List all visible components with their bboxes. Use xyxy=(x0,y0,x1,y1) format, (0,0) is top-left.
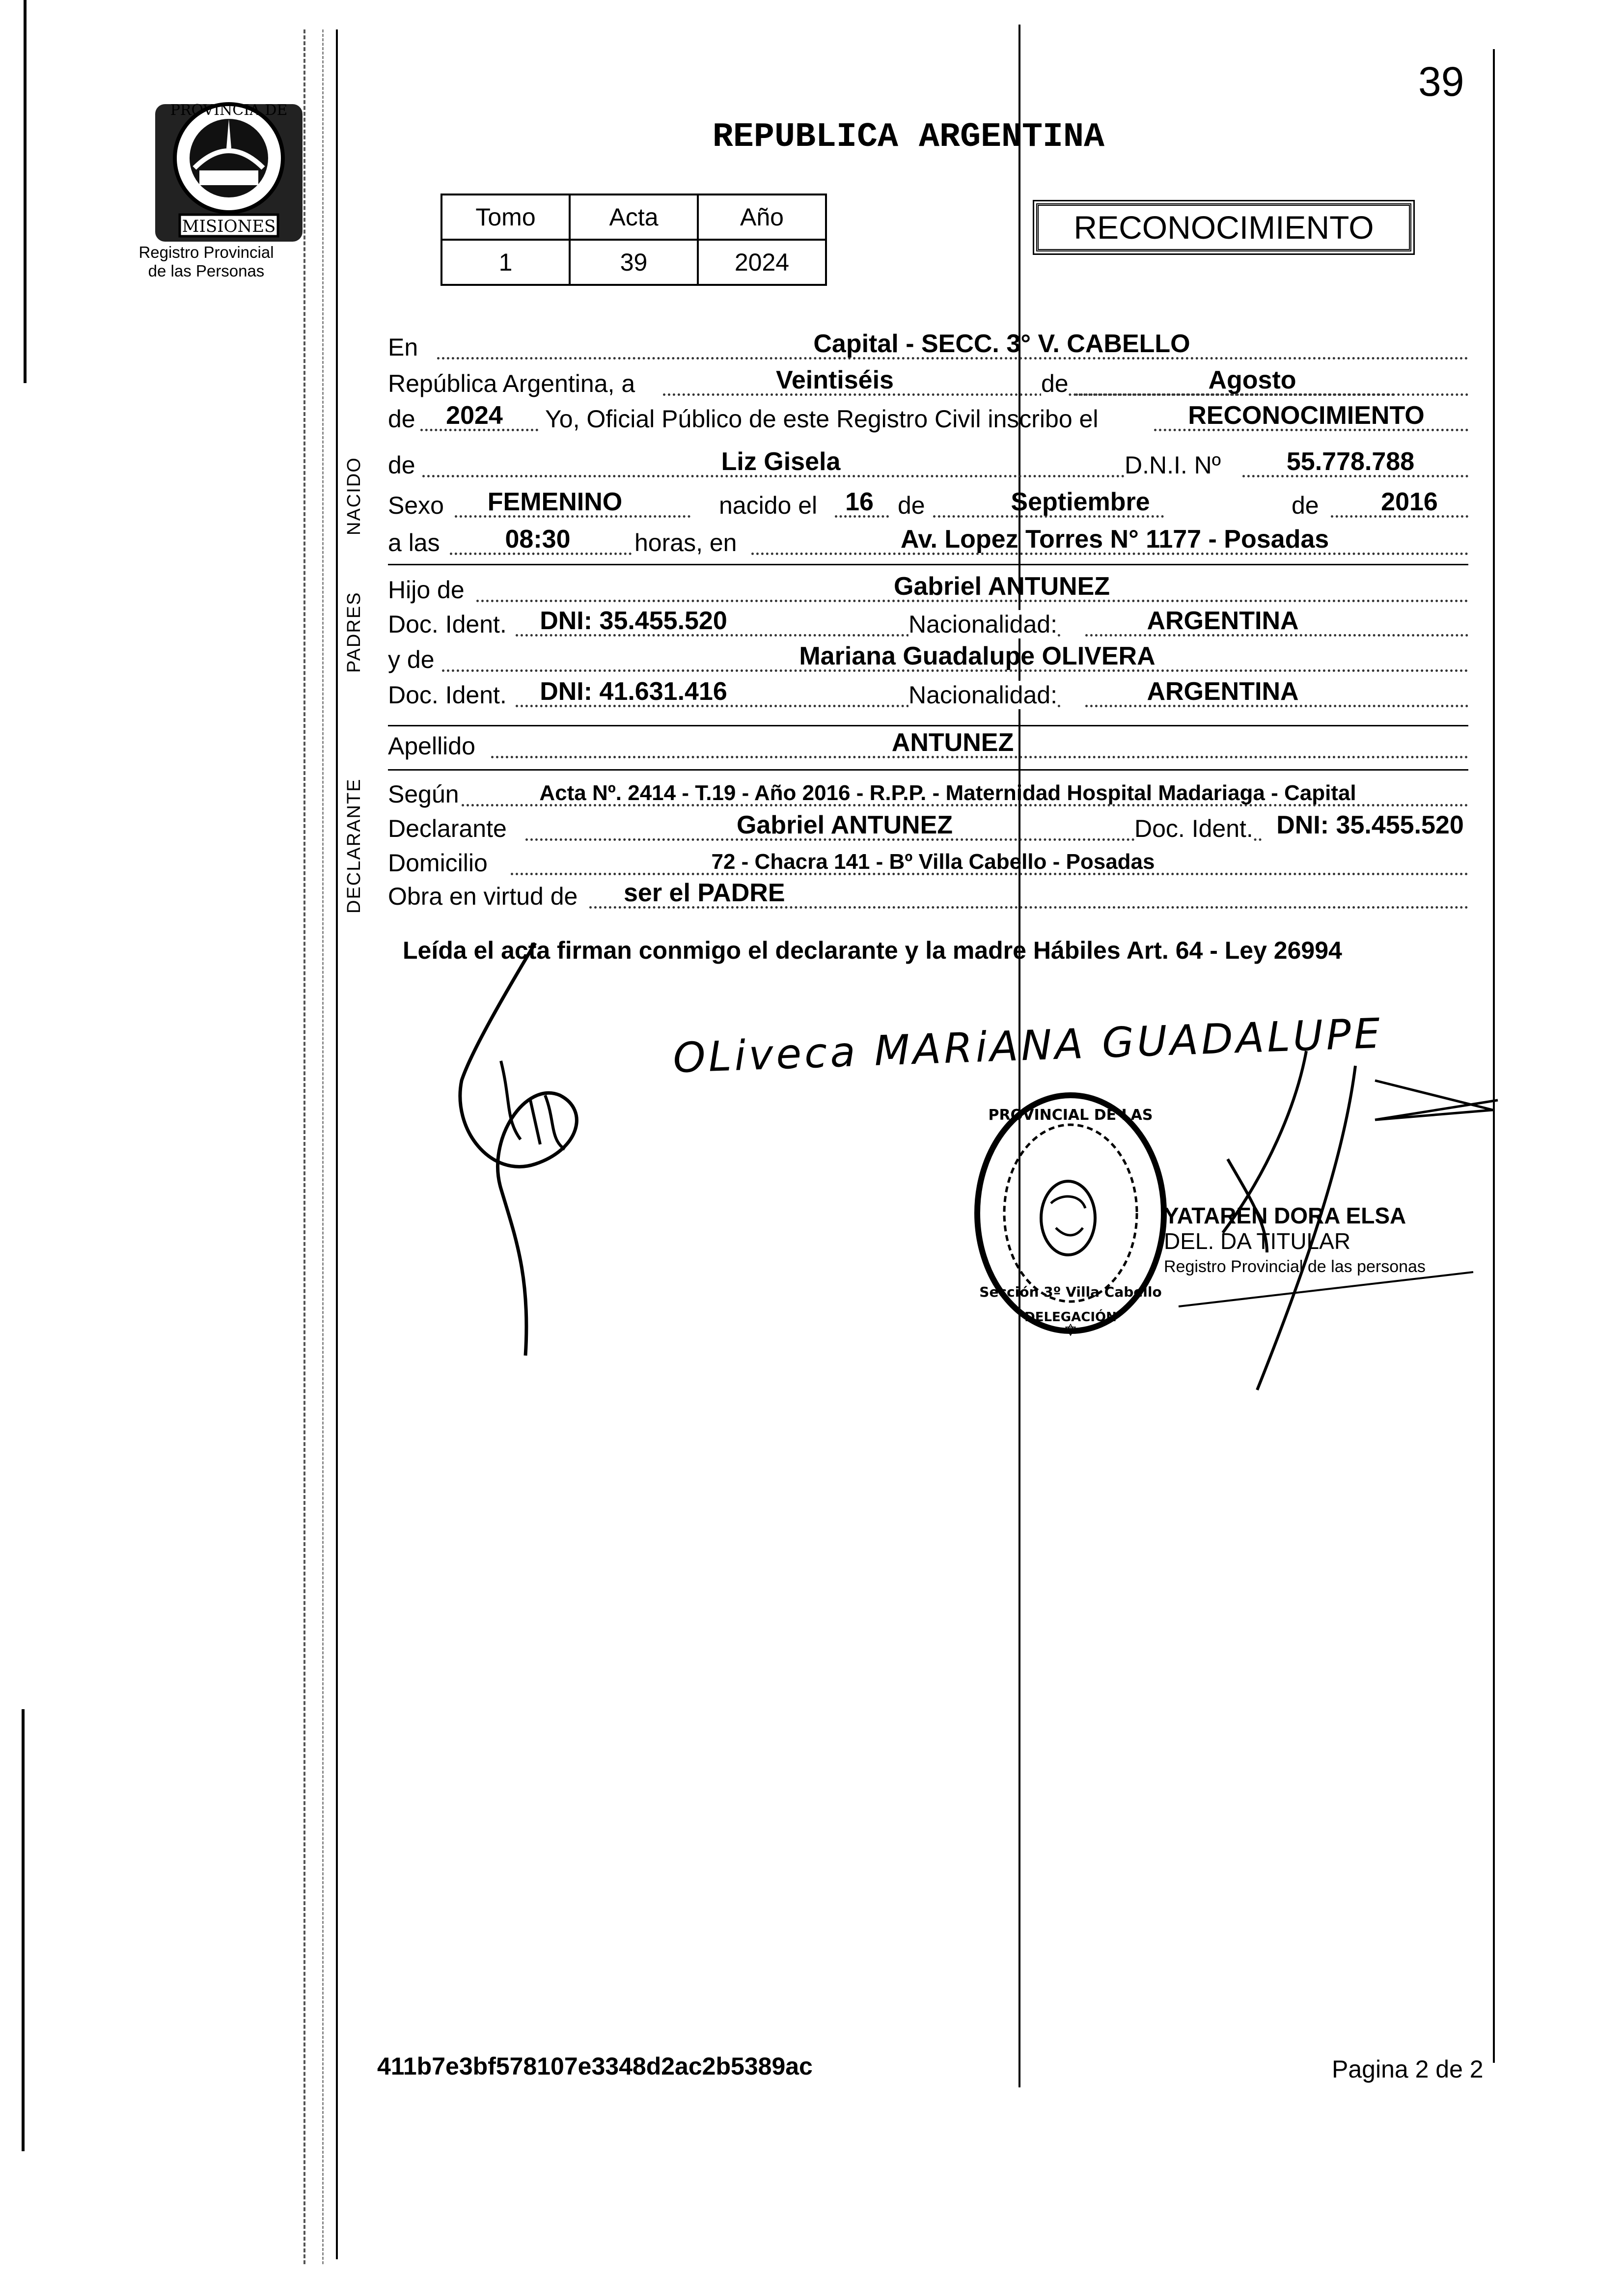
place-value: Capital - SECC. 3° V. CABELLO xyxy=(813,330,1190,358)
official-name: YATAREN DORA ELSA xyxy=(1164,1203,1406,1228)
form-row-declarant xyxy=(388,811,1468,846)
declarant-doc-label: Doc. Ident. xyxy=(1134,815,1253,842)
form-row-father xyxy=(388,573,1468,607)
form-row-birthplace xyxy=(388,526,1468,560)
record-value-cell: 2024 xyxy=(698,240,826,285)
sex-value: FEMENINO xyxy=(487,488,623,516)
left-border-line-lower xyxy=(22,1709,25,2151)
document-hash: 411b7e3bf578107e3348d2ac2b5389ac xyxy=(377,2052,813,2080)
father-nationality-label: Nacionalidad: xyxy=(908,610,1057,638)
birth-place-value: Av. Lopez Torres N° 1177 - Posadas xyxy=(900,525,1329,554)
surname-label: Apellido xyxy=(388,732,475,760)
republic-label: República Argentina, a xyxy=(388,370,635,397)
father-nationality-value: ARGENTINA xyxy=(1147,607,1299,635)
form-row-date xyxy=(388,366,1468,401)
perforation-line xyxy=(303,29,305,2264)
form-row-capacity xyxy=(388,879,1468,914)
born-label: nacido el xyxy=(719,492,818,519)
mother-label: y de xyxy=(388,646,435,673)
record-header-cell: Tomo xyxy=(441,194,570,240)
birth-de2-label: de xyxy=(1292,492,1319,519)
stamp-star-icon: ✡ xyxy=(1063,1321,1078,1340)
seal-ring-text: PROVINCIA DE xyxy=(170,102,288,119)
margin-line xyxy=(336,29,338,2259)
father-doc-value: DNI: 35.455.520 xyxy=(540,607,727,635)
record-header-cell: Año xyxy=(698,194,826,240)
record-header-cell: Acta xyxy=(570,194,698,240)
record-value-cell: 39 xyxy=(570,240,698,285)
official-role: DEL. DA TITULAR xyxy=(1164,1228,1351,1254)
hours-label: horas, en xyxy=(634,529,737,556)
birth-month-value: Septiembre xyxy=(1011,488,1150,516)
according-value: Acta Nº. 2414 - T.19 - Año 2016 - R.P.P. - Maternidad Hospital Madariaga - Capital xyxy=(539,781,1356,805)
form-row-surname xyxy=(388,729,1468,763)
father-name-value: Gabriel ANTUNEZ xyxy=(893,572,1110,601)
declarant-signature xyxy=(432,933,638,1375)
separator-born-parents xyxy=(388,564,1468,565)
side-label-declarant: DECLARANTE xyxy=(344,778,364,914)
page-footer: Pagina 2 de 2 xyxy=(1332,2055,1484,2083)
side-label-parents: PADRES xyxy=(344,591,364,673)
sex-label: Sexo xyxy=(388,492,444,519)
address-value: 72 - Chacra 141 - Bº Villa Cabello - Posadas xyxy=(711,850,1155,874)
capacity-value: ser el PADRE xyxy=(624,879,785,907)
record-table xyxy=(440,194,827,286)
act-type-box: RECONOCIMIENTO xyxy=(1036,203,1411,251)
record-value-cell: 1 xyxy=(441,240,570,285)
perforation-line-right xyxy=(322,29,324,2264)
registry-name: Registro Provincial de las Personas xyxy=(138,243,274,280)
father-doc-label: Doc. Ident. xyxy=(388,610,507,638)
surname-value: ANTUNEZ xyxy=(891,728,1014,757)
stamp-top-text: PROVINCIAL DE LAS xyxy=(988,1107,1153,1124)
reading-note: Leída el acta firman conmigo el declarante y la madre Hábiles Art. 64 - Ley 26994 xyxy=(403,937,1342,964)
address-label: Domicilio xyxy=(388,849,488,877)
child-dni-value: 55.778.788 xyxy=(1286,447,1415,476)
month-value: Agosto xyxy=(1208,366,1296,394)
form-row-sex xyxy=(388,488,1468,523)
record-header-row xyxy=(441,194,826,240)
birth-time-value: 08:30 xyxy=(505,525,571,554)
mother-nationality-value: ARGENTINA xyxy=(1147,677,1299,706)
form-row-father-doc xyxy=(388,607,1468,641)
act-name-value: RECONOCIMIENTO xyxy=(1188,401,1425,430)
form-row-address xyxy=(388,846,1468,880)
declarant-label: Declarante xyxy=(388,815,507,842)
province-seal-logo xyxy=(145,84,312,251)
form-row-mother xyxy=(388,642,1468,677)
form-row-child xyxy=(388,448,1468,482)
day-value: Veintiséis xyxy=(776,366,894,394)
left-border-line xyxy=(24,0,27,383)
year-label: de xyxy=(388,405,415,433)
form-row-according xyxy=(388,777,1468,811)
side-label-born: NACIDO xyxy=(344,457,364,535)
form-row-place xyxy=(388,330,1468,364)
page-number: 39 xyxy=(1418,58,1464,105)
month-de-label: de xyxy=(1041,370,1069,397)
birth-year-value: 2016 xyxy=(1381,488,1438,516)
mother-doc-label: Doc. Ident. xyxy=(388,681,507,709)
birth-de-label: de xyxy=(898,492,925,519)
child-name-value: Liz Gisela xyxy=(721,447,841,476)
record-value-row xyxy=(441,240,826,285)
declarant-name-value: Gabriel ANTUNEZ xyxy=(736,811,953,839)
mother-nationality-label: Nacionalidad: xyxy=(908,681,1057,709)
capacity-label: Obra en virtud de xyxy=(388,883,578,910)
official-stamp xyxy=(963,1081,1179,1346)
at-label: a las xyxy=(388,529,440,556)
header-title: REPUBLICA ARGENTINA xyxy=(712,118,1105,157)
child-label: de xyxy=(388,451,415,479)
dni-label: D.N.I. Nº xyxy=(1125,451,1221,479)
mother-handwritten-name: OLiveca MARiANA GUADALUPE xyxy=(672,1009,1384,1082)
official-text: Yo, Oficial Público de este Registro Civil inscribo el xyxy=(545,405,1099,433)
birth-day-value: 16 xyxy=(845,488,874,516)
separator-parents-surname xyxy=(388,725,1468,726)
separator-surname-declarant xyxy=(388,769,1468,771)
stamp-inner-text: Sección 3º Villa Cabello xyxy=(979,1284,1162,1300)
declarant-doc-value: DNI: 35.455.520 xyxy=(1276,811,1464,839)
official-office: Registro Provincial de las personas xyxy=(1164,1257,1426,1276)
form-row-year xyxy=(388,402,1468,436)
form-row-mother-doc xyxy=(388,678,1468,712)
year-value: 2024 xyxy=(446,401,503,430)
according-label: Según xyxy=(388,780,459,808)
mother-doc-value: DNI: 41.631.416 xyxy=(540,677,727,706)
stamp-bottom-text: DELEGACIÓN xyxy=(1024,1310,1117,1325)
place-label: En xyxy=(388,333,418,361)
father-label: Hijo de xyxy=(388,576,465,604)
mother-name-value: Mariana Guadalupe OLIVERA xyxy=(799,642,1156,670)
seal-ribbon-text: MISIONES xyxy=(182,217,276,236)
